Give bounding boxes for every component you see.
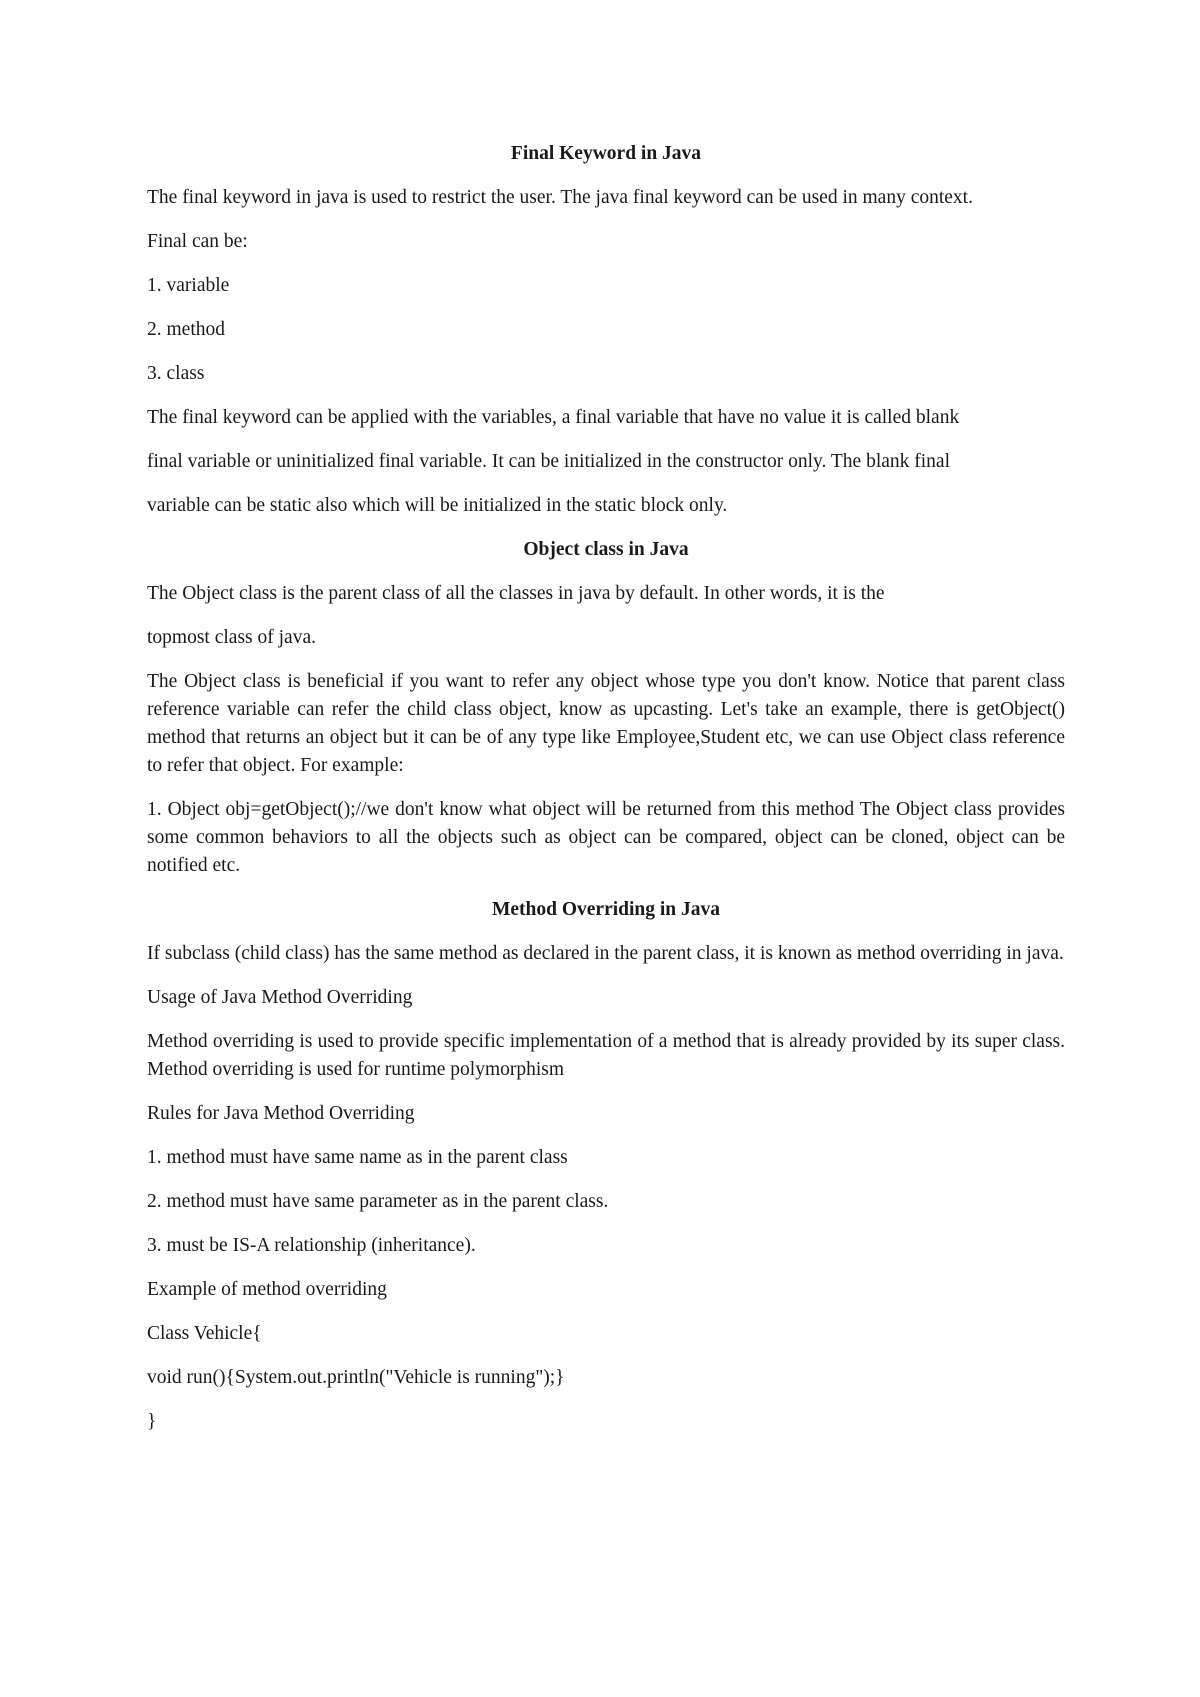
object-class-paragraph-3: The Object class is beneficial if you want to refer any object whose type you don't know. Notice that parent class reference variable can refer the child class object, know as upcasting. Let's take an example, there is getObject() method that returns an object but it can be of any type like Employee,Student etc, we can use Object class reference to refer that object. For example: <box>147 671 1065 776</box>
rules-label: Rules for Java Method Overriding <box>147 1103 415 1124</box>
usage-label: Usage of Java Method Overriding <box>147 987 413 1008</box>
method-overriding-intro: If subclass (child class) has the same method as declared in the parent class, it is known as method overriding in java. <box>147 943 1064 964</box>
rule-item: 2. method must have same parameter as in the parent class. <box>147 1191 609 1212</box>
rule-item: 3. must be IS-A relationship (inheritance). <box>147 1235 476 1256</box>
rule-item: 1. method must have same name as in the parent class <box>147 1147 568 1168</box>
list-item: 1. variable <box>147 275 230 296</box>
object-class-paragraph-2: topmost class of java. <box>147 627 316 648</box>
code-line: } <box>147 1411 157 1432</box>
section-title-final-keyword: Final Keyword in Java <box>510 143 702 164</box>
blank-final-paragraph-2: final variable or uninitialized final variable. It can be initialized in the constructor only. The blank final <box>147 451 951 472</box>
final-keyword-intro: The final keyword in java is used to restrict the user. The java final keyword can be used in many context. <box>147 187 973 208</box>
document-page <box>147 140 1065 1452</box>
code-line: void run(){System.out.println("Vehicle is running");} <box>147 1367 565 1388</box>
example-label: Example of method overriding <box>147 1279 387 1300</box>
usage-text: Method overriding is used to provide specific implementation of a method that is already provided by its super class. Method overriding is used for runtime polymorphism <box>147 1031 1065 1080</box>
object-class-paragraph-1: The Object class is the parent class of all the classes in java by default. In other words, it is the <box>147 583 885 604</box>
list-item: 2. method <box>147 319 225 340</box>
section-title-method-overriding: Method Overriding in Java <box>491 899 721 920</box>
blank-final-paragraph-3: variable can be static also which will be initialized in the static block only. <box>147 495 728 516</box>
object-class-paragraph-4: 1. Object obj=getObject();//we don't know what object will be returned from this method The Object class provides some common behaviors to all the objects such as object can be compared, object can be cloned, object can be notified etc. <box>147 799 1065 876</box>
blank-final-paragraph-1: The final keyword can be applied with the variables, a final variable that have no value it is called blank <box>147 407 960 428</box>
final-can-be-label: Final can be: <box>147 231 248 252</box>
list-item: 3. class <box>147 363 205 384</box>
section-title-object-class: Object class in Java <box>523 539 689 560</box>
code-line: Class Vehicle{ <box>147 1323 262 1344</box>
